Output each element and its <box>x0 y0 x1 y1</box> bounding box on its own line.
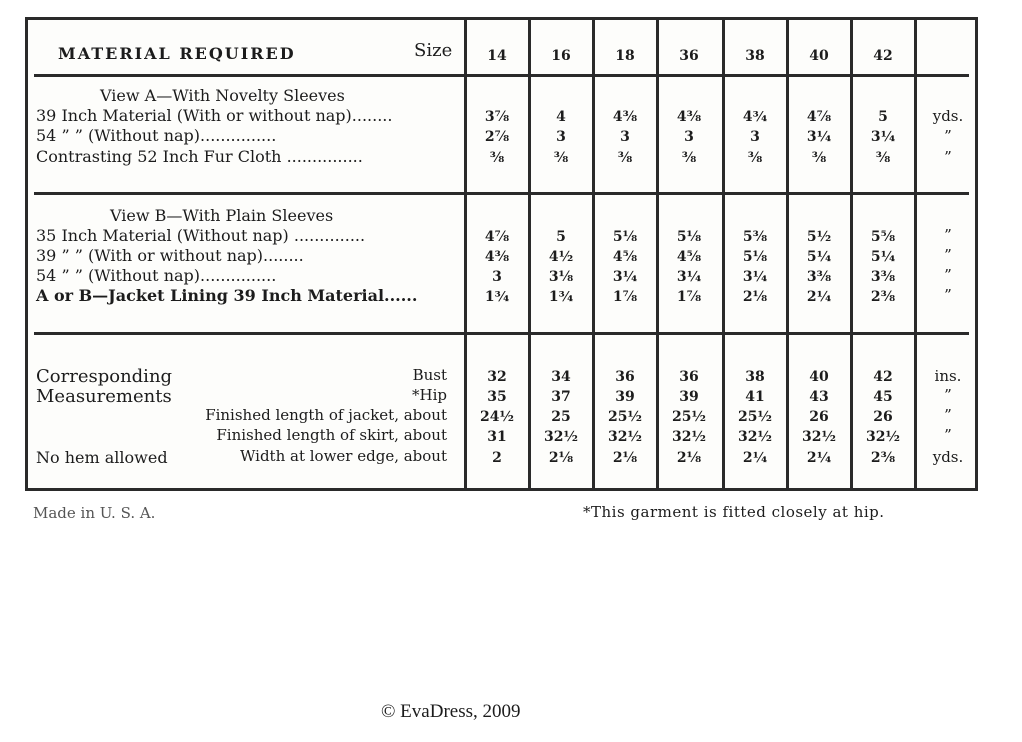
cell: 36 <box>615 369 635 385</box>
cell: 35 <box>487 389 507 405</box>
cell: 32½ <box>801 429 837 445</box>
cell: 41 <box>745 389 765 405</box>
cell: 43 <box>809 389 829 405</box>
size-label: Size <box>414 40 453 61</box>
row-label: Contrasting 52 Inch Fur Cloth ............... <box>36 147 363 166</box>
cell: 32 <box>487 369 507 385</box>
cell: 4⅜ <box>676 109 702 125</box>
measure-label: *Hip <box>412 386 447 404</box>
unit: ” <box>944 286 952 304</box>
cell: 4 <box>556 109 566 125</box>
measurements-label: Measurements <box>36 386 172 407</box>
cell: 1¾ <box>548 289 574 305</box>
cell: 32½ <box>671 429 707 445</box>
divider-h <box>34 332 969 335</box>
cell: ⅜ <box>681 150 697 166</box>
cell: 37 <box>551 389 571 405</box>
cell: 39 <box>679 389 699 405</box>
row-label: 54 ” ” (Without nap)............... <box>36 126 277 145</box>
cell: ⅜ <box>553 150 569 166</box>
size-header: 38 <box>745 48 765 64</box>
cell: 32½ <box>865 429 901 445</box>
cell: 5¼ <box>806 249 832 265</box>
cell: 25½ <box>671 409 707 425</box>
row-label: A or B—Jacket Lining 39 Inch Material...... <box>36 286 418 305</box>
cell: 2⅞ <box>484 129 510 145</box>
divider-h <box>34 74 969 77</box>
unit: ” <box>944 266 952 284</box>
cell: 4⅝ <box>676 249 702 265</box>
cell: 3 <box>620 129 630 145</box>
cell: 32½ <box>607 429 643 445</box>
cell: 26 <box>873 409 893 425</box>
cell: 42 <box>873 369 893 385</box>
cell: ⅜ <box>489 150 505 166</box>
cell: 3 <box>750 129 760 145</box>
cell: 36 <box>679 369 699 385</box>
cell: 5 <box>878 109 888 125</box>
cell: 3⅛ <box>548 269 574 285</box>
unit: ” <box>944 226 952 244</box>
cell: 2¼ <box>806 450 832 466</box>
cell: 40 <box>809 369 829 385</box>
pattern-table <box>25 17 978 491</box>
size-header: 36 <box>679 48 699 64</box>
cell: 4⅝ <box>612 249 638 265</box>
cell: 45 <box>873 389 893 405</box>
view-a-heading: View A—With Novelty Sleeves <box>100 86 345 105</box>
row-label: 39 Inch Material (With or without nap)........ <box>36 106 393 125</box>
size-header: 16 <box>551 48 571 64</box>
cell: 3¼ <box>742 269 768 285</box>
cell: 2⅛ <box>548 450 574 466</box>
cell: 2⅛ <box>742 289 768 305</box>
cell: 4⅜ <box>612 109 638 125</box>
size-header: 42 <box>873 48 893 64</box>
footer-note: *This garment is fitted closely at hip. <box>583 503 885 521</box>
cell: 3 <box>556 129 566 145</box>
measure-label: Width at lower edge, about <box>240 447 447 465</box>
cell: 24½ <box>479 409 515 425</box>
cell: 2¼ <box>806 289 832 305</box>
unit: ” <box>944 246 952 264</box>
cell: 3¼ <box>870 129 896 145</box>
measure-label: Bust <box>412 366 447 384</box>
cell: 4½ <box>548 249 574 265</box>
cell: 2⅛ <box>612 450 638 466</box>
cell: 5⅛ <box>676 229 702 245</box>
row-label: 39 ” ” (With or without nap)........ <box>36 246 304 265</box>
cell: ⅜ <box>875 150 891 166</box>
size-header: 14 <box>487 48 507 64</box>
row-label: 35 Inch Material (Without nap) .............. <box>36 226 366 245</box>
unit: yds. <box>932 107 964 125</box>
cell: 5⅝ <box>870 229 896 245</box>
cell: 3 <box>492 269 502 285</box>
cell: 32½ <box>543 429 579 445</box>
cell: 1¾ <box>484 289 510 305</box>
cell: 5⅜ <box>742 229 768 245</box>
cell: 34 <box>551 369 571 385</box>
cell: 5½ <box>806 229 832 245</box>
row-label: 54 ” ” (Without nap)............... <box>36 266 277 285</box>
cell: 2⅛ <box>676 450 702 466</box>
measurements-label: Corresponding <box>36 366 173 387</box>
cell: ⅜ <box>747 150 763 166</box>
size-header: 18 <box>615 48 635 64</box>
cell: 4⅞ <box>806 109 832 125</box>
cell: 5¼ <box>870 249 896 265</box>
cell: 32½ <box>737 429 773 445</box>
cell: 2⅜ <box>870 450 896 466</box>
cell: 4¾ <box>742 109 768 125</box>
unit: ” <box>944 127 952 145</box>
cell: 3⅜ <box>870 269 896 285</box>
unit: ins. <box>934 367 962 385</box>
cell: 5 <box>556 229 566 245</box>
no-hem-label: No hem allowed <box>36 448 168 467</box>
cell: 3 <box>684 129 694 145</box>
cell: 3¼ <box>676 269 702 285</box>
unit: ” <box>944 426 952 444</box>
cell: 38 <box>745 369 765 385</box>
cell: 3¼ <box>806 129 832 145</box>
copyright: © EvaDress, 2009 <box>381 701 521 722</box>
measure-label: Finished length of skirt, about <box>216 426 447 444</box>
divider-h <box>34 192 969 195</box>
cell: 39 <box>615 389 635 405</box>
cell: 26 <box>809 409 829 425</box>
unit: ” <box>944 148 952 166</box>
cell: 3¼ <box>612 269 638 285</box>
table-title: MATERIAL REQUIRED <box>58 44 296 63</box>
cell: 25½ <box>737 409 773 425</box>
cell: 2 <box>492 450 502 466</box>
measure-label: Finished length of jacket, about <box>205 406 447 424</box>
cell: ⅜ <box>811 150 827 166</box>
unit: ” <box>944 386 952 404</box>
footer-made-in: Made in U. S. A. <box>33 504 156 522</box>
size-header: 40 <box>809 48 829 64</box>
cell: 3⅞ <box>484 109 510 125</box>
cell: 3⅜ <box>806 269 832 285</box>
cell: 2¼ <box>742 450 768 466</box>
cell: ⅜ <box>617 150 633 166</box>
unit: yds. <box>932 448 964 466</box>
cell: 5⅛ <box>612 229 638 245</box>
cell: 5⅛ <box>742 249 768 265</box>
cell: 1⅞ <box>612 289 638 305</box>
cell: 4⅞ <box>484 229 510 245</box>
cell: 31 <box>487 429 507 445</box>
cell: 1⅞ <box>676 289 702 305</box>
cell: 4⅜ <box>484 249 510 265</box>
view-b-heading: View B—With Plain Sleeves <box>110 206 334 225</box>
cell: 2⅜ <box>870 289 896 305</box>
cell: 25 <box>551 409 571 425</box>
unit: ” <box>944 406 952 424</box>
cell: 25½ <box>607 409 643 425</box>
